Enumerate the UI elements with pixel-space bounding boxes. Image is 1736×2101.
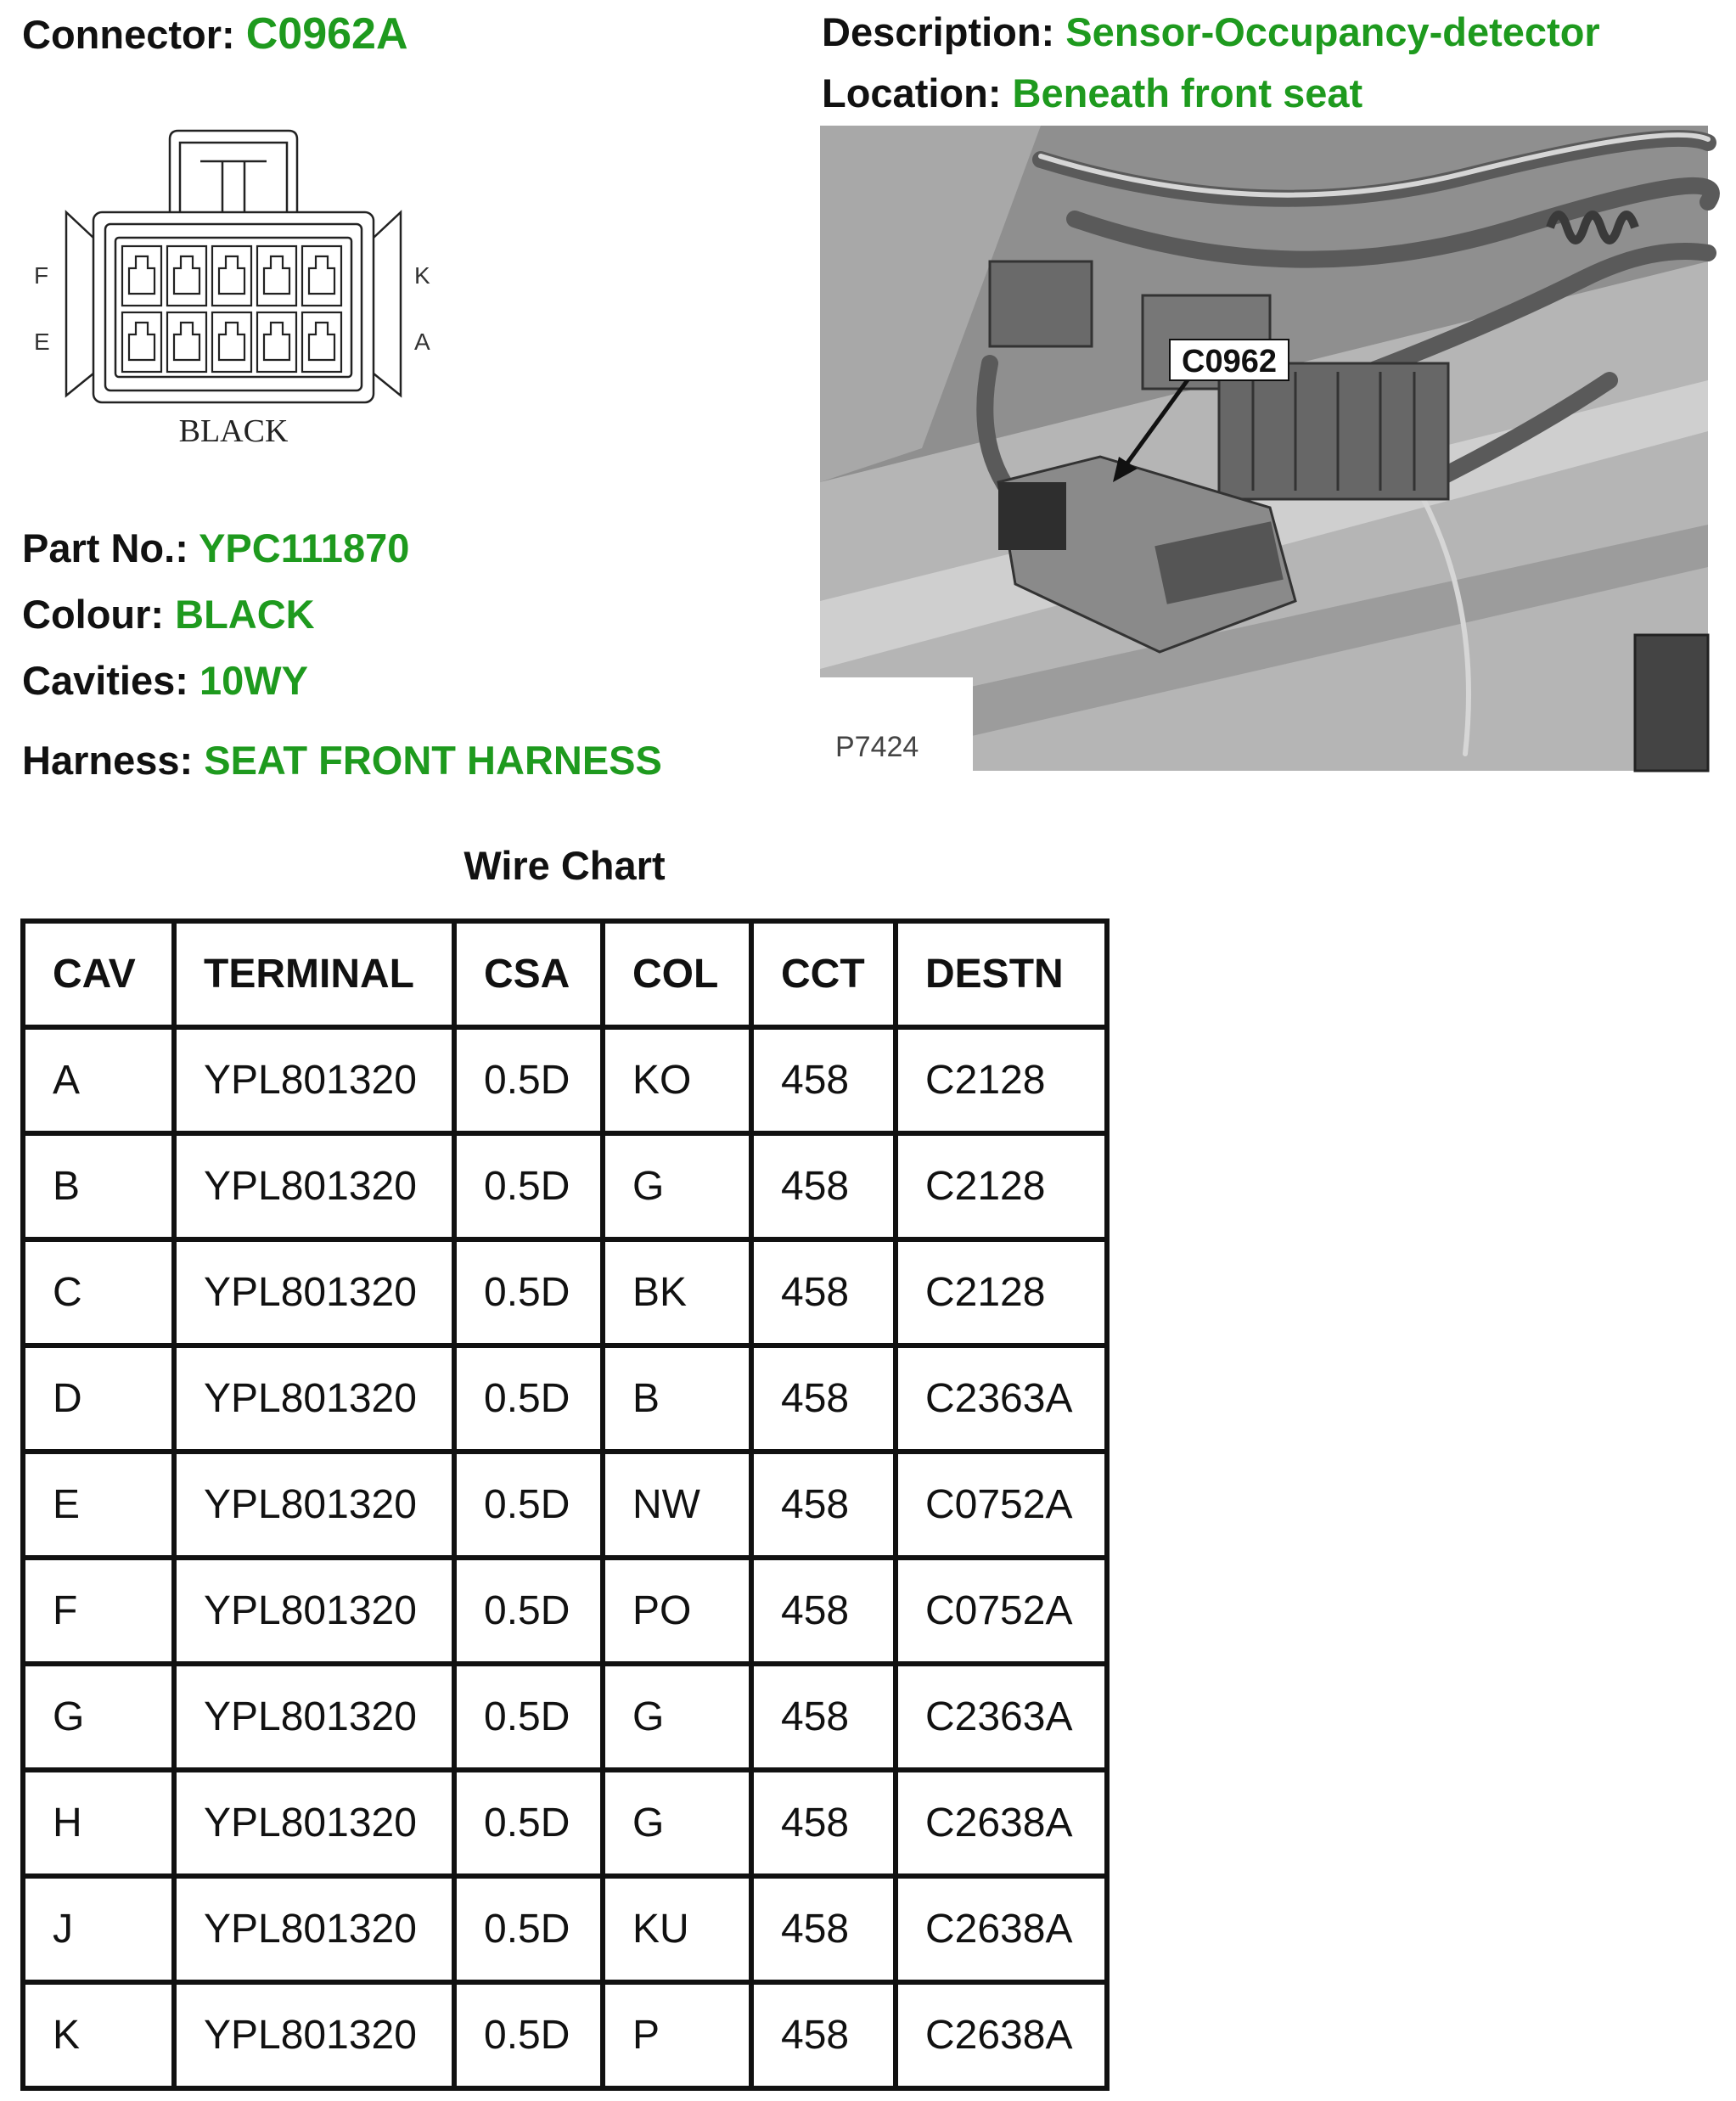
cell-terminal: YPL801320 [174, 1027, 454, 1133]
cell-cav: A [23, 1027, 174, 1133]
header-cct: CCT [751, 921, 896, 1027]
photo-figure-id: P7424 [835, 731, 919, 763]
table-row [23, 1770, 1107, 1876]
cell-cav: G [23, 1664, 174, 1770]
cell-csa: 0.5D [454, 1876, 603, 1982]
table-row [23, 1027, 1107, 1133]
cell-col: KU [603, 1876, 751, 1982]
cell-destn: C2638A [896, 1982, 1107, 2088]
connector-cavity [122, 312, 161, 372]
cell-col: B [603, 1345, 751, 1452]
cell-cav: B [23, 1133, 174, 1239]
connector-cavity [167, 312, 206, 372]
cell-terminal: YPL801320 [174, 1452, 454, 1558]
cell-col: PO [603, 1558, 751, 1664]
cell-cav: J [23, 1876, 174, 1982]
cell-cct: 458 [751, 1345, 896, 1452]
cell-terminal: YPL801320 [174, 1133, 454, 1239]
cell-cct: 458 [751, 1770, 896, 1876]
cell-cct: 458 [751, 1876, 896, 1982]
table-row [23, 1133, 1107, 1239]
colour-label: Colour: [22, 592, 165, 637]
cell-col: G [603, 1133, 751, 1239]
connector-value: C0962A [245, 9, 408, 59]
cell-terminal: YPL801320 [174, 1770, 454, 1876]
connector-cavity [212, 246, 251, 306]
cell-destn: C0752A [896, 1452, 1107, 1558]
table-row [23, 1452, 1107, 1558]
cell-cct: 458 [751, 1452, 896, 1558]
cell-terminal: YPL801320 [174, 1876, 454, 1982]
photo-callout-label: C0962 [1182, 344, 1277, 379]
cell-cav: D [23, 1345, 174, 1452]
pin-label-k: K [414, 262, 430, 289]
connector-face-diagram [34, 127, 430, 450]
cell-csa: 0.5D [454, 1452, 603, 1558]
cell-csa: 0.5D [454, 1133, 603, 1239]
cell-csa: 0.5D [454, 1770, 603, 1876]
header-cav: CAV [23, 921, 174, 1027]
header-col: COL [603, 921, 751, 1027]
cell-destn: C2128 [896, 1239, 1107, 1345]
connector-cavity [122, 246, 161, 306]
connector-colour-label: BLACK [178, 413, 289, 449]
cell-cav: F [23, 1558, 174, 1664]
cell-cct: 458 [751, 1027, 896, 1133]
cell-col: P [603, 1982, 751, 2088]
cell-terminal: YPL801320 [174, 1558, 454, 1664]
wire-chart-title: Wire Chart [463, 843, 666, 888]
cell-cav: H [23, 1770, 174, 1876]
pin-label-e: E [34, 329, 50, 355]
colour-value: BLACK [175, 592, 315, 637]
cell-cav: C [23, 1239, 174, 1345]
cell-cct: 458 [751, 1133, 896, 1239]
harness-label: Harness: [22, 738, 194, 783]
table-row [23, 1982, 1107, 2088]
harness-field [22, 738, 662, 783]
description-field [822, 9, 1600, 54]
cell-csa: 0.5D [454, 1558, 603, 1664]
pin-label-f: F [34, 262, 49, 289]
table-row [23, 1664, 1107, 1770]
harness-value: SEAT FRONT HARNESS [204, 738, 662, 783]
cell-cct: 458 [751, 1558, 896, 1664]
cavities-field [22, 658, 308, 703]
cell-destn: C2128 [896, 1133, 1107, 1239]
part-number-field [22, 525, 410, 570]
cell-destn: C2128 [896, 1027, 1107, 1133]
connector-location-photo [820, 126, 1708, 771]
table-row [23, 1345, 1107, 1452]
cell-terminal: YPL801320 [174, 1239, 454, 1345]
connector-cavity [257, 312, 296, 372]
cell-terminal: YPL801320 [174, 1982, 454, 2088]
cell-terminal: YPL801320 [174, 1664, 454, 1770]
table-header-row [23, 921, 1107, 1027]
part-number-label: Part No.: [22, 525, 188, 570]
cell-csa: 0.5D [454, 1239, 603, 1345]
wire-chart-table [20, 918, 1110, 2091]
connector-label: Connector: [22, 12, 235, 57]
part-number-value: YPC111870 [199, 525, 410, 570]
connector-cavity [257, 246, 296, 306]
cell-destn: C2638A [896, 1876, 1107, 1982]
cell-csa: 0.5D [454, 1345, 603, 1452]
connector-cavity [302, 246, 341, 306]
colour-field [22, 592, 315, 637]
cell-destn: C2363A [896, 1345, 1107, 1452]
cell-cav: K [23, 1982, 174, 2088]
description-label: Description: [822, 9, 1055, 54]
cell-csa: 0.5D [454, 1664, 603, 1770]
cell-col: G [603, 1770, 751, 1876]
cell-cct: 458 [751, 1664, 896, 1770]
cell-csa: 0.5D [454, 1982, 603, 2088]
cell-destn: C2363A [896, 1664, 1107, 1770]
table-row [23, 1239, 1107, 1345]
location-value: Beneath front seat [1012, 70, 1363, 115]
location-label: Location: [822, 70, 1002, 115]
connector-field [22, 9, 408, 59]
table-row [23, 1558, 1107, 1664]
cell-col: BK [603, 1239, 751, 1345]
header-destn: DESTN [896, 921, 1107, 1027]
connector-cavity [302, 312, 341, 372]
connector-cavity [212, 312, 251, 372]
connector-cavity [167, 246, 206, 306]
header-csa: CSA [454, 921, 603, 1027]
cell-cav: E [23, 1452, 174, 1558]
cell-cct: 458 [751, 1239, 896, 1345]
cell-col: NW [603, 1452, 751, 1558]
cavities-value: 10WY [199, 658, 308, 703]
cell-cct: 458 [751, 1982, 896, 2088]
cell-destn: C2638A [896, 1770, 1107, 1876]
location-field [822, 70, 1363, 115]
cell-csa: 0.5D [454, 1027, 603, 1133]
cavities-label: Cavities: [22, 658, 188, 703]
cell-col: KO [603, 1027, 751, 1133]
pin-label-a: A [414, 329, 430, 355]
cell-col: G [603, 1664, 751, 1770]
header-terminal: TERMINAL [174, 921, 454, 1027]
cell-destn: C0752A [896, 1558, 1107, 1664]
cell-terminal: YPL801320 [174, 1345, 454, 1452]
table-row [23, 1876, 1107, 1982]
description-value: Sensor-Occupancy-detector [1065, 9, 1600, 54]
